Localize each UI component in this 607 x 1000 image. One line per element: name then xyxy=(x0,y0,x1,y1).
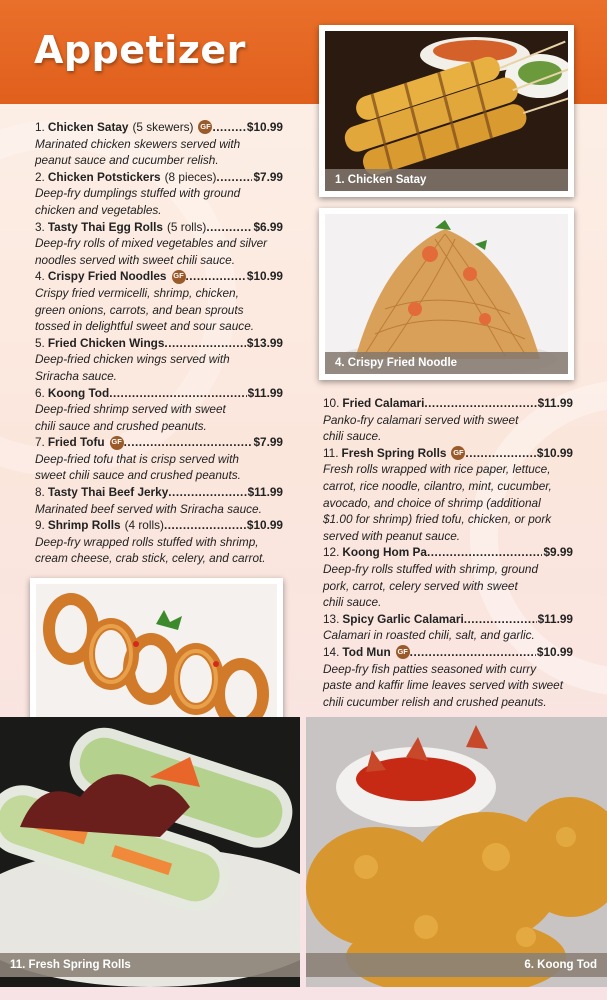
menu-item-title-line xyxy=(323,395,573,412)
menu-item-title-line xyxy=(35,484,283,501)
menu-item-title-line xyxy=(323,644,573,661)
item-description: Marinated beef served with Sriracha sauce. xyxy=(35,501,262,516)
item-name: Chicken Potstickers xyxy=(47,169,161,184)
item-description: green onions, carrots, and bean sprouts xyxy=(35,302,244,317)
item-number: 6. xyxy=(35,385,45,400)
menu-right-column xyxy=(323,395,573,710)
menu-item xyxy=(35,219,283,269)
item-price: $11.99 xyxy=(247,485,283,500)
item-price: $13.99 xyxy=(246,335,283,350)
menu-item xyxy=(35,434,283,484)
menu-item xyxy=(35,385,283,435)
item-description: chili sauce and crushed peanuts. xyxy=(35,418,207,433)
menu-item xyxy=(35,517,283,567)
item-name: Fresh Spring Rolls xyxy=(341,445,447,460)
gluten-free-badge-icon: GF xyxy=(172,270,186,284)
chicken-satay-image xyxy=(325,31,568,191)
photo-fresh-spring-rolls xyxy=(0,717,300,987)
item-name: Tod Mun xyxy=(342,644,391,659)
item-number: 3. xyxy=(35,219,45,234)
item-description: Fresh rolls wrapped with rice paper, lettuce, xyxy=(323,462,551,477)
item-description: Deep-fry wrapped rolls stuffed with shrimp, xyxy=(35,534,259,549)
menu-item-title-line xyxy=(35,385,283,402)
dot-leader xyxy=(216,169,252,186)
item-description: avocado, and choice of shrimp (additional xyxy=(323,495,541,510)
item-description: chili cucumber relish and crushed peanuts. xyxy=(323,694,547,709)
dot-leader xyxy=(212,119,245,136)
item-price: $10.99 xyxy=(536,445,573,460)
item-number: 4. xyxy=(35,269,45,284)
menu-item-title-line xyxy=(35,434,283,451)
item-description: served with peanut sauce. xyxy=(323,528,461,543)
menu-item xyxy=(323,644,573,710)
menu-item-title-line xyxy=(323,445,573,462)
menu-item-title-line xyxy=(323,611,573,628)
item-description: Deep-fry rolls stuffed with shrimp, ground xyxy=(323,561,539,576)
menu-item xyxy=(323,611,573,644)
item-description: chili sauce. xyxy=(323,429,382,444)
dot-leader xyxy=(206,219,252,236)
item-price: $10.99 xyxy=(246,518,283,533)
menu-item xyxy=(35,335,283,385)
item-description: $1.00 for shrimp) fried tofu, chicken, or pork xyxy=(323,512,552,527)
item-number: 14. xyxy=(323,644,340,659)
item-name: Spicy Garlic Calamari xyxy=(342,611,464,626)
item-price: $10.99 xyxy=(246,120,283,134)
item-name: Koong Hom Pa xyxy=(342,545,427,560)
photo-caption: 1. Chicken Satay xyxy=(325,169,568,191)
photo-caption: 6. Koong Tod xyxy=(306,953,607,977)
item-price: $10.99 xyxy=(536,644,573,659)
item-description: Deep-fry fish patties seasoned with curry xyxy=(323,661,537,676)
item-description: tossed in delightful sweet and sour sauce. xyxy=(35,319,255,334)
spring-rolls-image xyxy=(0,717,300,987)
dot-leader xyxy=(424,395,536,412)
item-description: paste and kaffir lime leaves served with sweet xyxy=(323,678,563,693)
item-description: Deep-fried tofu that is crisp served with xyxy=(35,451,239,466)
gluten-free-badge-icon: GF xyxy=(396,645,410,659)
page-title: Appetizer xyxy=(34,28,246,72)
item-number: 1. xyxy=(35,120,45,134)
photo-koong-tod xyxy=(306,717,607,987)
menu-item-title-line xyxy=(35,517,283,534)
menu-item-title-line xyxy=(35,268,283,285)
item-price: $7.99 xyxy=(253,169,283,184)
item-number: 7. xyxy=(35,435,45,450)
dot-leader xyxy=(427,544,543,561)
menu-item xyxy=(323,544,573,610)
menu-item xyxy=(323,395,573,445)
item-number: 8. xyxy=(35,485,45,500)
item-number: 9. xyxy=(35,518,45,533)
item-price: $11.99 xyxy=(537,396,573,410)
item-description: cream cheese, crab stick, celery, and carrot. xyxy=(35,551,266,566)
menu-item xyxy=(35,169,283,219)
item-name: Fried Calamari xyxy=(342,396,425,410)
item-price: $7.99 xyxy=(253,435,283,450)
item-price: $10.99 xyxy=(246,269,283,284)
menu-item-title-line xyxy=(323,544,573,561)
item-description: carrot, rice noodle, cilantro, mint, cucumber, xyxy=(323,478,552,493)
item-description: Crispy fried vermicelli, shrimp, chicken, xyxy=(35,285,239,300)
menu-item xyxy=(35,268,283,334)
photo-caption: 11. Fresh Spring Rolls xyxy=(0,953,300,977)
menu-item xyxy=(35,484,283,517)
item-description: noodles served with sweet chili sauce. xyxy=(35,252,235,267)
menu-item-title-line xyxy=(35,119,283,136)
item-name: Koong Tod xyxy=(47,385,110,400)
photo-chicken-satay xyxy=(319,25,574,197)
item-number: 11. xyxy=(323,445,339,460)
item-description: Deep-fried shrimp served with sweet xyxy=(35,402,226,417)
item-number: 5. xyxy=(35,335,45,350)
item-description: Calamari in roasted chili, salt, and garlic. xyxy=(323,628,535,643)
item-name: Chicken Satay xyxy=(47,120,129,134)
item-quantity: (4 rolls) xyxy=(124,518,164,533)
koong-tod-image xyxy=(306,717,607,987)
dot-leader xyxy=(124,434,253,451)
item-name: Tasty Thai Egg Rolls xyxy=(47,219,163,234)
item-description: Panko-fry calamari served with sweet xyxy=(323,412,519,427)
gluten-free-badge-icon: GF xyxy=(110,436,124,450)
item-quantity: (8 pieces) xyxy=(164,169,217,184)
item-name: Tasty Thai Beef Jerky xyxy=(47,485,169,500)
menu-item-title-line xyxy=(35,335,283,352)
item-price: $11.99 xyxy=(537,611,573,626)
photo-caption: 4. Crispy Fried Noodle xyxy=(325,352,568,374)
item-description: Deep-fry rolls of mixed vegetables and silver xyxy=(35,236,268,251)
dot-leader xyxy=(164,517,246,534)
menu-item-title-line xyxy=(35,219,283,236)
item-description: peanut sauce and cucumber relish. xyxy=(35,153,219,168)
item-quantity: (5 rolls) xyxy=(167,219,207,234)
item-price: $11.99 xyxy=(247,385,283,400)
item-quantity: (5 skewers) xyxy=(132,120,194,134)
dot-leader xyxy=(186,268,246,285)
item-description: Deep-fry dumplings stuffed with ground xyxy=(35,186,241,201)
item-name: Fried Chicken Wings xyxy=(47,335,165,350)
menu-left-column xyxy=(35,119,283,567)
item-description: chili sauce. xyxy=(323,595,382,610)
item-number: 10. xyxy=(323,396,340,410)
item-description: Marinated chicken skewers served with xyxy=(35,136,241,151)
dot-leader xyxy=(109,385,246,402)
dot-leader xyxy=(464,611,537,628)
item-description: Sriracha sauce. xyxy=(35,368,117,383)
item-name: Crispy Fried Noodles xyxy=(47,269,167,284)
item-number: 12. xyxy=(323,545,340,560)
crispy-noodle-image xyxy=(325,214,568,374)
dot-leader xyxy=(410,644,536,661)
item-description: sweet chili sauce and crushed peanuts. xyxy=(35,468,241,483)
item-number: 13. xyxy=(323,611,340,626)
menu-item-title-line xyxy=(35,169,283,186)
menu-item xyxy=(323,445,573,545)
dot-leader xyxy=(168,484,246,501)
gluten-free-badge-icon: GF xyxy=(451,446,465,460)
item-description: chicken and vegetables. xyxy=(35,202,162,217)
dot-leader xyxy=(465,445,535,462)
item-description: Deep-fried chicken wings served with xyxy=(35,352,230,367)
item-number: 2. xyxy=(35,169,45,184)
item-name: Fried Tofu xyxy=(47,435,105,450)
item-description: pork, carrot, celery served with sweet xyxy=(323,578,518,593)
menu-item xyxy=(35,119,283,169)
gluten-free-badge-icon: GF xyxy=(198,120,212,134)
item-price: $6.99 xyxy=(253,219,283,234)
photo-crispy-noodle xyxy=(319,208,574,380)
dot-leader xyxy=(164,335,245,352)
item-name: Shrimp Rolls xyxy=(47,518,121,533)
item-price: $9.99 xyxy=(543,545,573,560)
